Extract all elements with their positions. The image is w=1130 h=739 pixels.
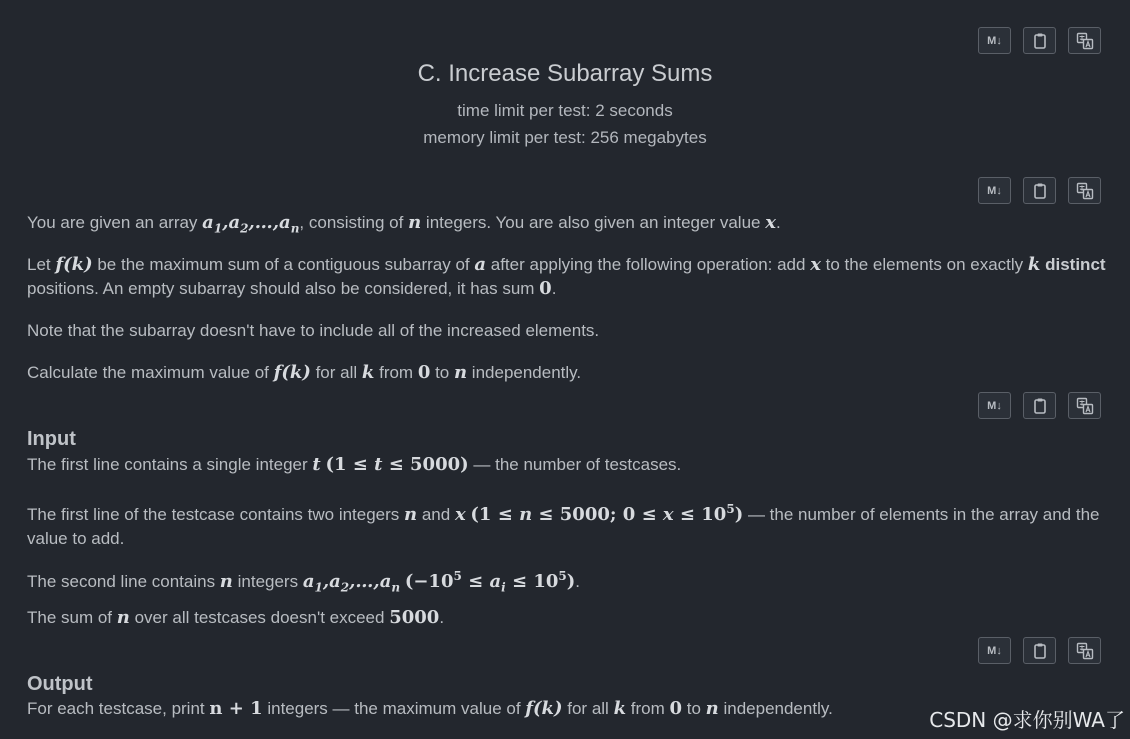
time-limit: time limit per test: 2 seconds: [457, 101, 673, 120]
translate-button[interactable]: [1068, 177, 1101, 204]
statement-p4: Calculate the maximum value of f(k) for all k from 0 to n independently.: [27, 362, 582, 383]
markdown-icon: M↓: [987, 399, 1002, 412]
csdn-watermark: CSDN @求你别WA了: [929, 708, 1125, 732]
output-toolbar: [978, 637, 1101, 664]
math-t-range: (1 ≤ t ≤ 5000): [325, 454, 469, 475]
copy-button[interactable]: [1023, 177, 1056, 204]
markdown-button[interactable]: [978, 637, 1011, 664]
header-toolbar: [978, 27, 1101, 54]
translate-button[interactable]: [1068, 392, 1101, 419]
markdown-button[interactable]: [978, 177, 1011, 204]
input-p3: The second line contains n integers $a_1,a_2,\dots,a_n$ $(-10^5 \le a_i \le 10^5)$.: [27, 569, 580, 595]
input-p2: The first line of the testcase contains two integers n and x (1 ≤ n ≤ 5000; $0 \le x \le 10^5$) — the number of elements in the array and the value to add.: [27, 502, 1100, 548]
problem-header: [0, 58, 1130, 151]
markdown-icon: M↓: [987, 34, 1002, 47]
statement-p2: Let f(k) be the maximum sum of a contiguous subarray of a after applying the following operation: add x to the elements on exactly k distinct positions. An empty subarray should also be considered, it has sum 0.: [27, 254, 1106, 299]
math-a-seq: $a_1,a_2,\dots,a_n$: [302, 571, 401, 595]
translate-button[interactable]: [1068, 27, 1101, 54]
statement-p1: You are given an array $a_1,a_2,\dots,a_n$, consisting of n integers. You are also given an integer value x.: [27, 212, 781, 236]
clipboard-icon: [1031, 642, 1049, 660]
translate-icon: [1076, 642, 1094, 660]
markdown-icon: M↓: [987, 184, 1002, 197]
clipboard-icon: [1031, 182, 1049, 200]
translate-icon: [1076, 182, 1094, 200]
input-p1: The first line contains a single integer t (1 ≤ t ≤ 5000) — the number of testcases.: [27, 454, 682, 475]
copy-button[interactable]: [1023, 27, 1056, 54]
translate-icon: [1076, 32, 1094, 50]
markdown-icon: M↓: [987, 644, 1002, 657]
clipboard-icon: [1031, 397, 1049, 415]
statement-toolbar: [978, 177, 1101, 204]
problem-title: C. Increase Subarray Sums: [417, 60, 713, 87]
markdown-button[interactable]: [978, 392, 1011, 419]
math-n-x-range: (1 ≤ n ≤ 5000; $0 \le x \le 10^5$): [470, 502, 744, 525]
translate-icon: [1076, 397, 1094, 415]
statement-p3: Note that the subarray doesn't have to include all of the increased elements.: [27, 321, 600, 340]
input-heading: Input: [27, 428, 76, 450]
translate-button[interactable]: [1068, 637, 1101, 664]
output-p1: For each testcase, print n + 1 integers — the maximum value of f(k) for all k from 0 to n independently.: [27, 698, 833, 719]
copy-button[interactable]: [1023, 392, 1056, 419]
clipboard-icon: [1031, 32, 1049, 50]
math-a-seq: $a_1,a_2,\dots,a_n$: [202, 212, 300, 236]
markdown-button[interactable]: [978, 27, 1011, 54]
math-a-range: $(-10^5 \le a_i \le 10^5)$: [404, 569, 576, 595]
input-p4: The sum of n over all testcases doesn't exceed 5000.: [27, 607, 445, 628]
input-toolbar: [978, 392, 1101, 419]
memory-limit: memory limit per test: 256 megabytes: [423, 128, 707, 147]
output-heading: Output: [27, 673, 93, 695]
copy-button[interactable]: [1023, 637, 1056, 664]
